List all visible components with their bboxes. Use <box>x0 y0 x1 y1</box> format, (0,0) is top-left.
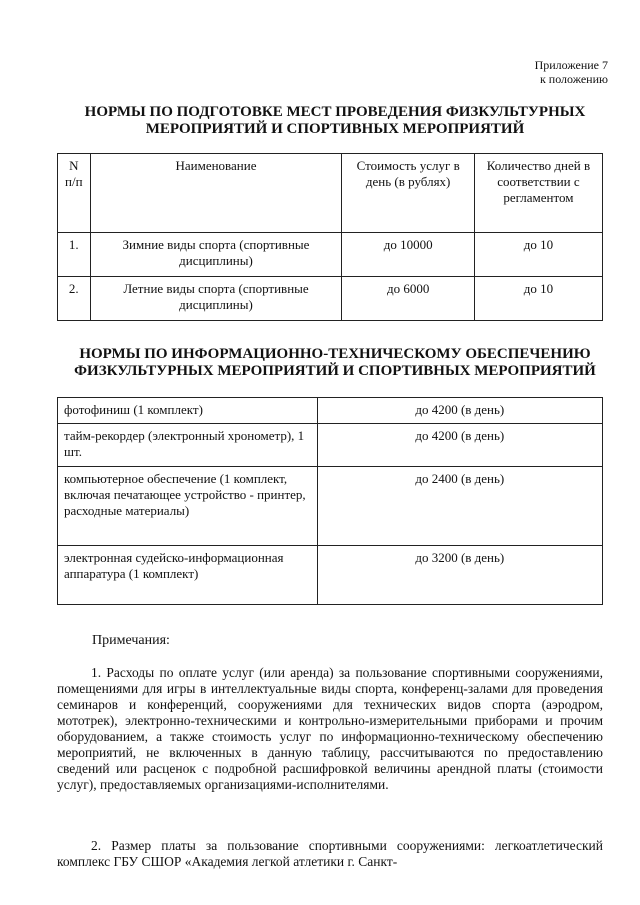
appendix-line-1: Приложение 7 <box>534 58 608 72</box>
table-row <box>58 467 603 546</box>
appendix-line-2: к положению <box>539 72 608 86</box>
appendix-reference <box>535 58 608 86</box>
table-row <box>58 546 603 605</box>
cell-price: до 4200 (в день) <box>317 398 602 424</box>
venue-norms-table <box>57 153 603 321</box>
cell-days: до 10 <box>474 277 602 321</box>
table-row <box>58 424 603 467</box>
section-2-title: НОРМЫ ПО ИНФОРМАЦИОННО-ТЕХНИЧЕСКОМУ ОБЕСПЕЧЕНИЮ ФИЗКУЛЬТУРНЫХ МЕРОПРИЯТИЙ И СПОРТИВНЫХ МЕРОПРИЯТИЙ <box>74 346 596 379</box>
table-row <box>58 398 603 424</box>
cell-cost: до 10000 <box>342 233 474 277</box>
note-paragraph-1: 1. Расходы по оплате услуг (или аренда) за пользование спортивными сооружениями, помещениями для игры в интеллектуальные виды спорта, конференц-залами для проведения семинаров и конференций, сооружениями для технических видов спорта (аэродром, мототрек), электронно-техническими и контрольно-измерительными приборами и прочим оборудованием, а также стоимость услуг по информационно-техническому обеспечению мероприятий, не включенных в данную таблицу, рассчитываются по предоставлению сведений или расценок с подробной расшифровкой величины арендной платы (стоимости услуг), предоставляемых организациями-исполнителями. <box>57 665 603 792</box>
cell-price: до 2400 (в день) <box>317 467 602 546</box>
cell-price: до 3200 (в день) <box>317 546 602 605</box>
cell-item: тайм-рекордер (электронный хронометр), 1 шт. <box>58 424 318 467</box>
table-row <box>58 277 603 321</box>
header-days: Количество дней в соответствии с регламентом <box>474 154 602 233</box>
note-paragraph-2: 2. Размер платы за пользование спортивными сооружениями: легкоатлетический комплекс ГБУ СШОР «Академия легкой атлетики г. Санкт- <box>57 838 603 869</box>
cell-item: компьютерное обеспечение (1 комплект, включая печатающее устройство - принтер, расходные материалы) <box>58 467 318 546</box>
cell-days: до 10 <box>474 233 602 277</box>
cell-item: фотофиниш (1 комплект) <box>58 398 318 424</box>
cell-item: электронная судейско-информационная аппаратура (1 комплект) <box>58 546 318 605</box>
notes-title: Примечания: <box>92 633 170 648</box>
tech-support-norms-table <box>57 397 603 605</box>
header-number: N п/п <box>58 154 91 233</box>
cell-name: Летние виды спорта (спортивные дисциплины) <box>90 277 342 321</box>
section-1-title: НОРМЫ ПО ПОДГОТОВКЕ МЕСТ ПРОВЕДЕНИЯ ФИЗКУЛЬТУРНЫХ МЕРОПРИЯТИЙ И СПОРТИВНЫХ МЕРОПРИЯТИЙ <box>84 104 586 137</box>
table-header-row <box>58 154 603 233</box>
header-cost: Стоимость услуг в день (в рублях) <box>342 154 474 233</box>
cell-cost: до 6000 <box>342 277 474 321</box>
cell-name: Зимние виды спорта (спортивные дисциплины) <box>90 233 342 277</box>
cell-number: 2. <box>58 277 91 321</box>
cell-price: до 4200 (в день) <box>317 424 602 467</box>
table-row <box>58 233 603 277</box>
cell-number: 1. <box>58 233 91 277</box>
header-name: Наименование <box>90 154 342 233</box>
